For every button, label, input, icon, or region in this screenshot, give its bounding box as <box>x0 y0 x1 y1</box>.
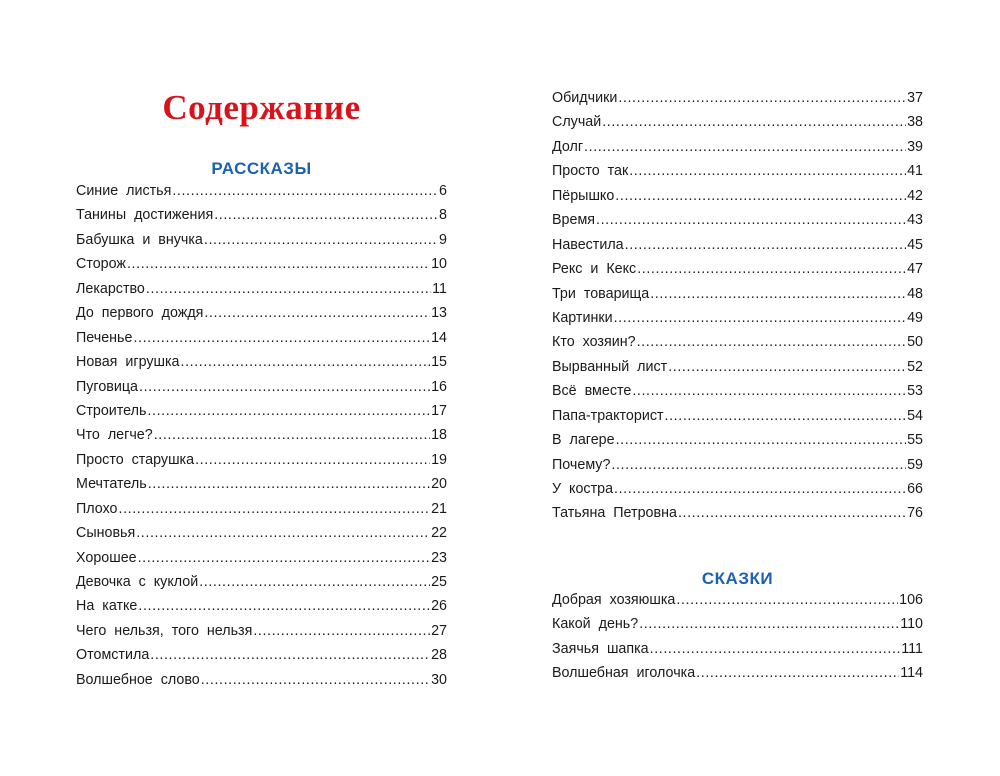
toc-dot-leader <box>665 408 907 424</box>
toc-entry-title: Навестила <box>552 236 624 253</box>
toc-dot-leader <box>584 139 906 155</box>
toc-entry-title: Синие листья <box>76 183 172 199</box>
toc-dot-leader <box>629 163 906 179</box>
toc-entry <box>76 647 447 671</box>
toc-dot-leader <box>611 457 906 473</box>
toc-entry <box>552 481 923 505</box>
toc-entry-page: 66 <box>907 481 923 497</box>
toc-entry-title: Волшебное слово <box>76 671 200 688</box>
toc-entry <box>552 383 923 407</box>
toc-entry-title: Вырванный лист <box>552 358 668 375</box>
toc-entry <box>552 616 923 640</box>
toc-entry <box>76 281 447 305</box>
toc-dot-leader <box>596 212 906 228</box>
toc-entry-title: Три товарища <box>552 285 650 302</box>
toc-dot-leader <box>127 256 430 272</box>
toc-entry-page: 106 <box>899 592 923 608</box>
toc-entry <box>552 212 923 236</box>
toc-dot-leader <box>615 188 906 204</box>
toc-entry <box>76 183 447 207</box>
toc-entry-page: 17 <box>431 402 447 419</box>
toc-list-stories-continued <box>552 90 923 530</box>
toc-entry <box>76 330 447 354</box>
toc-entry-title: Заячья шапка <box>552 640 649 657</box>
toc-entry-title: Хорошее <box>76 549 137 566</box>
toc-entry-title: Чего нельзя, того нельзя <box>76 622 253 639</box>
toc-entry-page: 27 <box>431 622 447 639</box>
toc-entry <box>552 334 923 358</box>
toc-entry <box>76 574 447 598</box>
toc-entry <box>552 139 923 163</box>
toc-dot-leader <box>172 183 438 199</box>
toc-entry-title: Время <box>552 212 596 229</box>
toc-entry-page: 14 <box>431 329 447 346</box>
toc-entry <box>76 305 447 329</box>
toc-dot-leader <box>138 598 430 614</box>
toc-entry-page: 16 <box>431 378 447 395</box>
toc-dot-leader <box>650 286 906 302</box>
toc-entry <box>552 188 923 212</box>
toc-entry-title: Печенье <box>76 329 133 346</box>
toc-entry-title: Волшебная иголочка <box>552 665 696 682</box>
toc-dot-leader <box>618 90 906 106</box>
toc-entry <box>552 457 923 481</box>
toc-dot-leader <box>148 476 430 492</box>
toc-dot-leader <box>637 334 907 350</box>
toc-entry-page: 39 <box>907 138 923 155</box>
toc-entry-page: 8 <box>439 207 447 224</box>
toc-entry-title: Бабушка и внучка <box>76 231 203 248</box>
toc-entry-title: Картинки <box>552 309 613 326</box>
toc-entry-page: 47 <box>907 261 923 278</box>
toc-entry-title: Девочка с куклой <box>76 574 199 590</box>
toc-entry <box>552 592 923 616</box>
toc-entry-page: 20 <box>431 476 447 493</box>
toc-entry <box>552 90 923 114</box>
toc-entry-page: 19 <box>431 451 447 468</box>
toc-entry-title: В лагере <box>552 432 615 449</box>
toc-dot-leader <box>204 305 430 321</box>
toc-entry-page: 21 <box>431 500 447 517</box>
toc-entry-title: Случай <box>552 114 602 131</box>
toc-entry-page: 42 <box>907 187 923 204</box>
toc-entry-page: 59 <box>907 456 923 473</box>
toc-entry-page: 15 <box>431 354 447 371</box>
toc-entry-title: Лекарство <box>76 280 145 297</box>
toc-dot-leader <box>195 452 430 468</box>
toc-entry <box>552 237 923 261</box>
toc-entry <box>552 286 923 310</box>
toc-dot-leader <box>204 232 438 248</box>
toc-entry-title: Всё вместе <box>552 383 632 400</box>
toc-entry-title: Рекс и Кекс <box>552 261 637 278</box>
toc-entry-title: Строитель <box>76 402 147 419</box>
toc-dot-leader <box>650 641 901 657</box>
toc-entry <box>76 525 447 549</box>
toc-entry-page: 54 <box>907 407 923 424</box>
toc-entry <box>76 672 447 696</box>
toc-entry-title: Новая игрушка <box>76 354 180 371</box>
toc-entry-page: 53 <box>907 383 923 400</box>
toc-dot-leader <box>146 281 431 297</box>
toc-entry-title: Просто старушка <box>76 451 195 468</box>
toc-entry <box>76 427 447 451</box>
toc-dot-leader <box>632 383 906 399</box>
toc-entry <box>76 403 447 427</box>
toc-entry-page: 28 <box>431 647 447 664</box>
toc-entry-page: 43 <box>907 212 923 229</box>
toc-dot-leader <box>199 574 430 590</box>
toc-entry-title: Добрая хозяюшка <box>552 592 676 608</box>
toc-list-tales <box>552 592 923 690</box>
toc-entry-page: 110 <box>900 616 923 633</box>
toc-entry-page: 41 <box>907 163 923 180</box>
toc-entry-title: Папа-тракторист <box>552 407 664 424</box>
toc-list-stories <box>76 183 447 696</box>
toc-entry <box>552 310 923 334</box>
toc-dot-leader <box>625 237 906 253</box>
toc-dot-leader <box>676 592 898 608</box>
toc-dot-leader <box>614 310 907 326</box>
toc-dot-leader <box>136 525 430 541</box>
toc-entry <box>552 261 923 285</box>
toc-entry-title: Сыновья <box>76 525 136 542</box>
toc-entry <box>552 163 923 187</box>
toc-entry-title: Мечтатель <box>76 476 147 493</box>
toc-dot-leader <box>616 432 907 448</box>
toc-dot-leader <box>181 354 431 370</box>
toc-dot-leader <box>138 550 430 566</box>
toc-dot-leader <box>133 330 430 346</box>
toc-entry <box>76 354 447 378</box>
toc-dot-leader <box>637 261 906 277</box>
toc-entry-page: 6 <box>439 183 447 199</box>
toc-entry <box>552 359 923 383</box>
toc-entry-title: Татьяна Петровна <box>552 505 677 522</box>
toc-entry <box>76 501 447 525</box>
toc-dot-leader <box>253 623 430 639</box>
toc-entry <box>552 641 923 665</box>
toc-entry <box>76 232 447 256</box>
toc-entry-page: 55 <box>907 432 923 449</box>
toc-entry-page: 11 <box>432 280 447 297</box>
toc-entry-page: 49 <box>907 309 923 326</box>
toc-entry-title: Пуговица <box>76 378 138 395</box>
toc-entry-page: 76 <box>907 505 923 522</box>
toc-entry-page: 45 <box>907 236 923 253</box>
toc-entry <box>76 598 447 622</box>
toc-entry-page: 22 <box>431 525 447 542</box>
toc-dot-leader <box>614 481 906 497</box>
toc-entry-page: 18 <box>431 427 447 444</box>
toc-entry <box>76 256 447 280</box>
toc-entry-page: 50 <box>907 334 923 351</box>
toc-dot-leader <box>201 672 430 688</box>
toc-dot-leader <box>678 505 906 521</box>
toc-entry-page: 9 <box>439 231 447 248</box>
toc-dot-leader <box>154 427 430 443</box>
toc-dot-leader <box>696 665 899 681</box>
toc-entry-page: 13 <box>431 305 447 322</box>
toc-entry-page: 37 <box>907 90 923 106</box>
toc-entry <box>552 114 923 138</box>
toc-entry-page: 111 <box>901 640 923 657</box>
toc-entry-title: У костра <box>552 481 614 497</box>
toc-entry-title: Что легче? <box>76 427 153 444</box>
section-heading-tales: СКАЗКИ <box>701 569 774 588</box>
toc-entry-page: 52 <box>907 358 923 375</box>
toc-entry-page: 10 <box>431 256 447 273</box>
toc-dot-leader <box>119 501 431 517</box>
toc-entry-title: Кто хозяин? <box>552 334 636 351</box>
toc-entry-title: Долг <box>552 138 584 155</box>
toc-entry <box>76 452 447 476</box>
toc-entry-title: Сторож <box>76 256 126 273</box>
toc-entry-page: 25 <box>431 574 447 590</box>
toc-entry-title: Отомстила <box>76 647 150 664</box>
toc-dot-leader <box>147 403 430 419</box>
toc-entry-title: Обидчики <box>552 90 618 106</box>
toc-entry <box>552 432 923 456</box>
toc-dot-leader <box>602 114 906 130</box>
toc-entry-title: Плохо <box>76 500 118 517</box>
toc-entry <box>552 408 923 432</box>
toc-entry <box>76 207 447 231</box>
toc-entry-page: 48 <box>907 285 923 302</box>
toc-entry-page: 30 <box>431 671 447 688</box>
toc-entry <box>76 550 447 574</box>
toc-entry-title: На катке <box>76 598 138 615</box>
section-heading-stories: РАССКАЗЫ <box>211 159 312 178</box>
toc-entry-page: 114 <box>900 665 923 682</box>
toc-entry <box>76 476 447 500</box>
page-title: Содержание <box>162 88 361 127</box>
toc-entry-page: 38 <box>907 114 923 131</box>
toc-entry-title: Пёрышко <box>552 187 615 204</box>
toc-entry-title: Почему? <box>552 456 611 473</box>
toc-dot-leader <box>668 359 906 375</box>
toc-entry <box>76 379 447 403</box>
toc-entry <box>552 505 923 529</box>
toc-entry <box>76 623 447 647</box>
toc-dot-leader <box>214 207 438 223</box>
toc-dot-leader <box>150 647 430 663</box>
toc-dot-leader <box>639 616 899 632</box>
toc-entry-page: 23 <box>431 549 447 566</box>
toc-entry-title: До первого дождя <box>76 305 204 322</box>
toc-entry <box>552 665 923 689</box>
toc-entry-title: Просто так <box>552 163 629 180</box>
toc-entry-page: 26 <box>431 598 447 615</box>
toc-entry-title: Танины достижения <box>76 207 214 224</box>
toc-dot-leader <box>139 379 430 395</box>
toc-entry-title: Какой день? <box>552 616 639 633</box>
